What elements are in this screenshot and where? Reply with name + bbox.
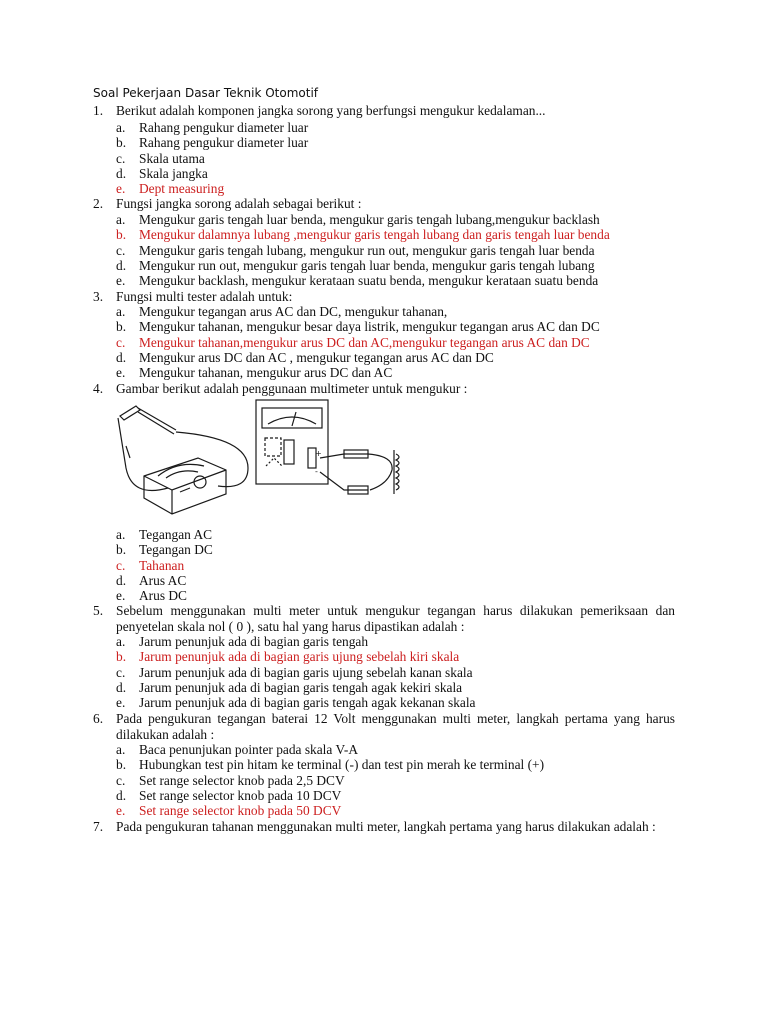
svg-text:-: - bbox=[315, 467, 318, 476]
option-e: e. Mengukur backlash, mengukur kerataan suatu benda, mengukur kerataan suatu benda bbox=[116, 273, 599, 289]
question-number: 3. bbox=[93, 289, 104, 304]
page-title: Soal Pekerjaan Dasar Teknik Otomotif bbox=[93, 86, 319, 100]
options-3 bbox=[116, 304, 686, 380]
option-c-correct: c. Tahanan bbox=[116, 557, 185, 573]
question-text: Fungsi jangka sorong adalah sebagai berikut : bbox=[116, 196, 362, 211]
question-number: 5. bbox=[93, 603, 104, 618]
option-b: b. Rahang pengukur diameter luar bbox=[116, 135, 309, 151]
question-text: Pada pengukuran tahanan menggunakan multi meter, langkah pertama yang harus dilakukan adalah : bbox=[116, 819, 656, 834]
option-a: a. Rahang pengukur diameter luar bbox=[116, 120, 309, 135]
question-5 bbox=[93, 603, 675, 634]
question-2 bbox=[93, 196, 675, 212]
option-a: a. Jarum penunjuk ada di bagian garis tengah bbox=[116, 634, 369, 649]
options-5 bbox=[116, 634, 686, 710]
option-d: d. Jarum penunjuk ada di bagian garis tengah agak kekiri skala bbox=[116, 679, 463, 695]
option-b-correct: b. Jarum penunjuk ada di bagian garis ujung sebelah kiri skala bbox=[116, 649, 460, 665]
option-c: c. Mengukur garis tengah lubang, mengukur run out, mengukur garis tengah luar benda bbox=[116, 242, 595, 258]
question-number: 6. bbox=[93, 711, 104, 726]
question-1 bbox=[93, 103, 675, 119]
option-e-correct: e. Set range selector knob pada 50 DCV bbox=[116, 803, 342, 819]
question-text: Sebelum menggunakan multi meter untuk mengukur tegangan harus dilakukan pemeriksaan dan penyetelan skala nol ( 0 ), satu hal yang harus dipastikan adalah : bbox=[116, 603, 675, 634]
option-d: d. Skala jangka bbox=[116, 165, 208, 181]
options-4 bbox=[116, 527, 686, 603]
option-b: b. Mengukur tahanan, mengukur besar daya listrik, mengukur tegangan arus AC dan DC bbox=[116, 319, 600, 335]
options-2 bbox=[116, 212, 686, 288]
option-e: e. Mengukur tahanan, mengukur arus DC dan AC bbox=[116, 365, 393, 381]
options-6 bbox=[116, 742, 686, 818]
question-text: Gambar berikut adalah penggunaan multimeter untuk mengukur : bbox=[116, 381, 468, 396]
question-number: 4. bbox=[93, 381, 104, 396]
option-e-correct: e. Dept measuring bbox=[116, 181, 225, 197]
option-d: d. Arus AC bbox=[116, 572, 187, 588]
option-e: e. Jarum penunjuk ada di bagian garis tengah agak kekanan skala bbox=[116, 695, 476, 711]
option-e: e. Arus DC bbox=[116, 588, 187, 604]
option-c-correct: c. Mengukur tahanan,mengukur arus DC dan AC,mengukur tegangan arus AC dan DC bbox=[116, 334, 590, 350]
multimeter-illustration-icon bbox=[108, 398, 418, 518]
svg-text:+: + bbox=[315, 449, 322, 458]
option-a: a. Mengukur tegangan arus AC dan DC, mengukur tahanan, bbox=[116, 304, 448, 319]
option-b: b. Hubungkan test pin hitam ke terminal (-) dan test pin merah ke terminal (+) bbox=[116, 757, 545, 773]
option-b: b. Tegangan DC bbox=[116, 542, 213, 558]
option-c: c. Jarum penunjuk ada di bagian garis ujung sebelah kanan skala bbox=[116, 664, 473, 680]
options-1 bbox=[116, 120, 686, 196]
question-number: 7. bbox=[93, 819, 104, 834]
question-text: Fungsi multi tester adalah untuk: bbox=[116, 289, 293, 304]
option-a: a. Tegangan AC bbox=[116, 527, 213, 542]
option-d: d. Mengukur arus DC dan AC , mengukur tegangan arus AC dan DC bbox=[116, 349, 494, 365]
option-c: c. Set range selector knob pada 2,5 DCV bbox=[116, 772, 345, 788]
question-6 bbox=[93, 711, 675, 742]
question-text: Berikut adalah komponen jangka sorong yang berfungsi mengukur kedalaman... bbox=[116, 103, 546, 118]
option-d: d. Set range selector knob pada 10 DCV bbox=[116, 787, 342, 803]
option-c: c. Skala utama bbox=[116, 150, 205, 166]
question-number: 2. bbox=[93, 196, 104, 211]
question-3 bbox=[93, 289, 675, 305]
option-b-correct: b. Mengukur dalamnya lubang ,mengukur garis tengah lubang dan garis tengah luar benda bbox=[116, 227, 610, 243]
option-d: d. Mengukur run out, mengukur garis tengah luar benda, mengukur garis tengah lubang bbox=[116, 257, 595, 273]
option-a: a. Mengukur garis tengah luar benda, mengukur garis tengah lubang,mengukur backlash bbox=[116, 212, 600, 227]
question-4 bbox=[93, 381, 675, 397]
question-number: 1. bbox=[93, 103, 104, 118]
question-7 bbox=[93, 819, 675, 835]
option-a: a. Baca penunjukan pointer pada skala V-A bbox=[116, 742, 359, 757]
question-text: Pada pengukuran tegangan baterai 12 Volt menggunakan multi meter, langkah pertama yang harus dilakukan adalah : bbox=[116, 711, 675, 742]
